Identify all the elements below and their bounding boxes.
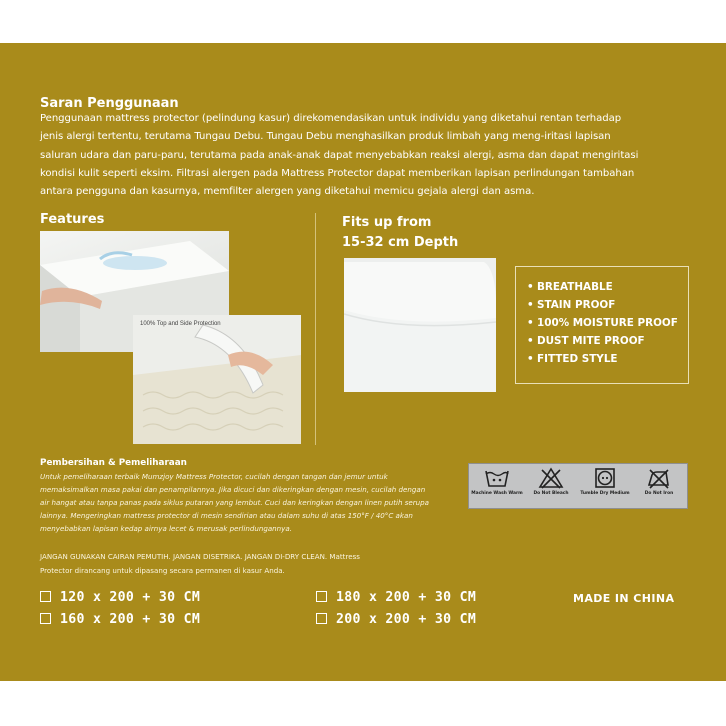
care-symbol-label: Do Not Iron bbox=[644, 491, 674, 496]
feature-item: • 100% MOISTURE PROOF bbox=[527, 317, 678, 329]
care-symbol bbox=[578, 467, 632, 496]
usage-line: kondisi kulit seperti eksim. Filtrasi alergen pada Mattress Protector dapat memberikan lapisan perlindungan tambahan bbox=[40, 167, 635, 179]
do-not-bleach-icon bbox=[538, 467, 564, 489]
fits-heading bbox=[342, 213, 458, 253]
features-list-box bbox=[515, 266, 689, 384]
usage-line: antara pengguna dan kasurnya, memfilter alergen yang diketahui memicu gejala alergi dan asma. bbox=[40, 186, 535, 198]
feature-item: • FITTED STYLE bbox=[527, 353, 618, 365]
features-title: Features bbox=[40, 212, 105, 227]
mattress-layers-photo bbox=[133, 315, 301, 444]
care-warning-line: Protector dirancang untuk dipasang secara permanen di kasur Anda. bbox=[40, 565, 285, 575]
made-in-label: MADE IN CHINA bbox=[573, 592, 675, 605]
care-symbol-label: Tumble Dry Medium bbox=[580, 491, 630, 496]
usage-line: Penggunaan mattress protector (pelindung kasur) direkomendasikan untuk individu yang diketahui rentan terhadap bbox=[40, 113, 622, 124]
column-divider bbox=[315, 213, 316, 445]
care-line: air hangat atau tanpa panas pada siklus putaran yang lembut. Cuci dan keringkan dengan linen putih serupa bbox=[40, 498, 430, 507]
usage-line: saluran udara dan paru-paru, terutama pada anak-anak dapat menyebabkan reaksi alergi, asma dan dapat mengiritasi bbox=[40, 149, 639, 161]
checkbox-icon bbox=[40, 613, 51, 624]
size-option: 180 x 200 + 30 CM bbox=[316, 590, 476, 605]
care-paragraph bbox=[40, 470, 450, 535]
usage-paragraph bbox=[40, 110, 700, 201]
care-symbol bbox=[470, 467, 524, 496]
feature-item: • STAIN PROOF bbox=[527, 299, 616, 311]
care-warning-line: JANGAN GUNAKAN CAIRAN PEMUTIH. JANGAN DISETRIKA. JANGAN DI-DRY CLEAN. Mattress bbox=[40, 552, 360, 561]
machine-wash-warm-icon bbox=[484, 467, 510, 489]
checkbox-icon bbox=[40, 591, 51, 602]
do-not-iron-icon bbox=[646, 467, 672, 489]
feature-item: • DUST MITE PROOF bbox=[527, 335, 645, 347]
fits-line: Fits up from bbox=[342, 215, 432, 230]
size-option: 160 x 200 + 30 CM bbox=[40, 612, 200, 627]
photo-caption: 100% Top and Side Protection bbox=[140, 321, 221, 327]
checkbox-icon bbox=[316, 613, 327, 624]
care-symbol bbox=[632, 467, 686, 496]
care-symbols-panel bbox=[468, 463, 688, 509]
care-line: Untuk pemeliharaan terbaik Mumzjoy Mattress Protector, cucilah dengan tangan dan jemur untuk bbox=[40, 472, 388, 481]
size-option: 120 x 200 + 30 CM bbox=[40, 590, 200, 605]
feature-item: • BREATHABLE bbox=[527, 281, 613, 293]
fitted-mattress-photo bbox=[344, 258, 496, 392]
checkbox-icon bbox=[316, 591, 327, 602]
usage-line: jenis alergi tertentu, terutama Tungau Debu. Tungau Debu menghasilkan produk limbah yang meng-iritasi lapisan bbox=[40, 131, 611, 143]
fits-line: 15-32 cm Depth bbox=[342, 235, 459, 250]
care-symbol-label: Do Not Bleach bbox=[533, 491, 569, 496]
care-symbol-label: Machine Wash Warm bbox=[471, 491, 523, 496]
care-line: lainnya. Mengeringkan mattress protector di mesin sendirian atau dalam suhu di atas 150°F / 40°C akan bbox=[40, 511, 413, 520]
care-line: memaksimalkan masa pakai dan penampilannya. Jika dicuci dan dikeringkan dengan mesin, cucilah dengan bbox=[40, 485, 426, 494]
tumble-dry-medium-icon bbox=[592, 467, 618, 489]
care-warning bbox=[40, 550, 460, 577]
size-option: 200 x 200 + 30 CM bbox=[316, 612, 476, 627]
usage-title: Saran Penggunaan bbox=[40, 96, 179, 111]
care-line: menyebabkan lapisan kedap airnya lecet & merusak perlindungannya. bbox=[40, 524, 292, 533]
care-symbol bbox=[524, 467, 578, 496]
care-title: Pembersihan & Pemeliharaan bbox=[40, 458, 187, 468]
